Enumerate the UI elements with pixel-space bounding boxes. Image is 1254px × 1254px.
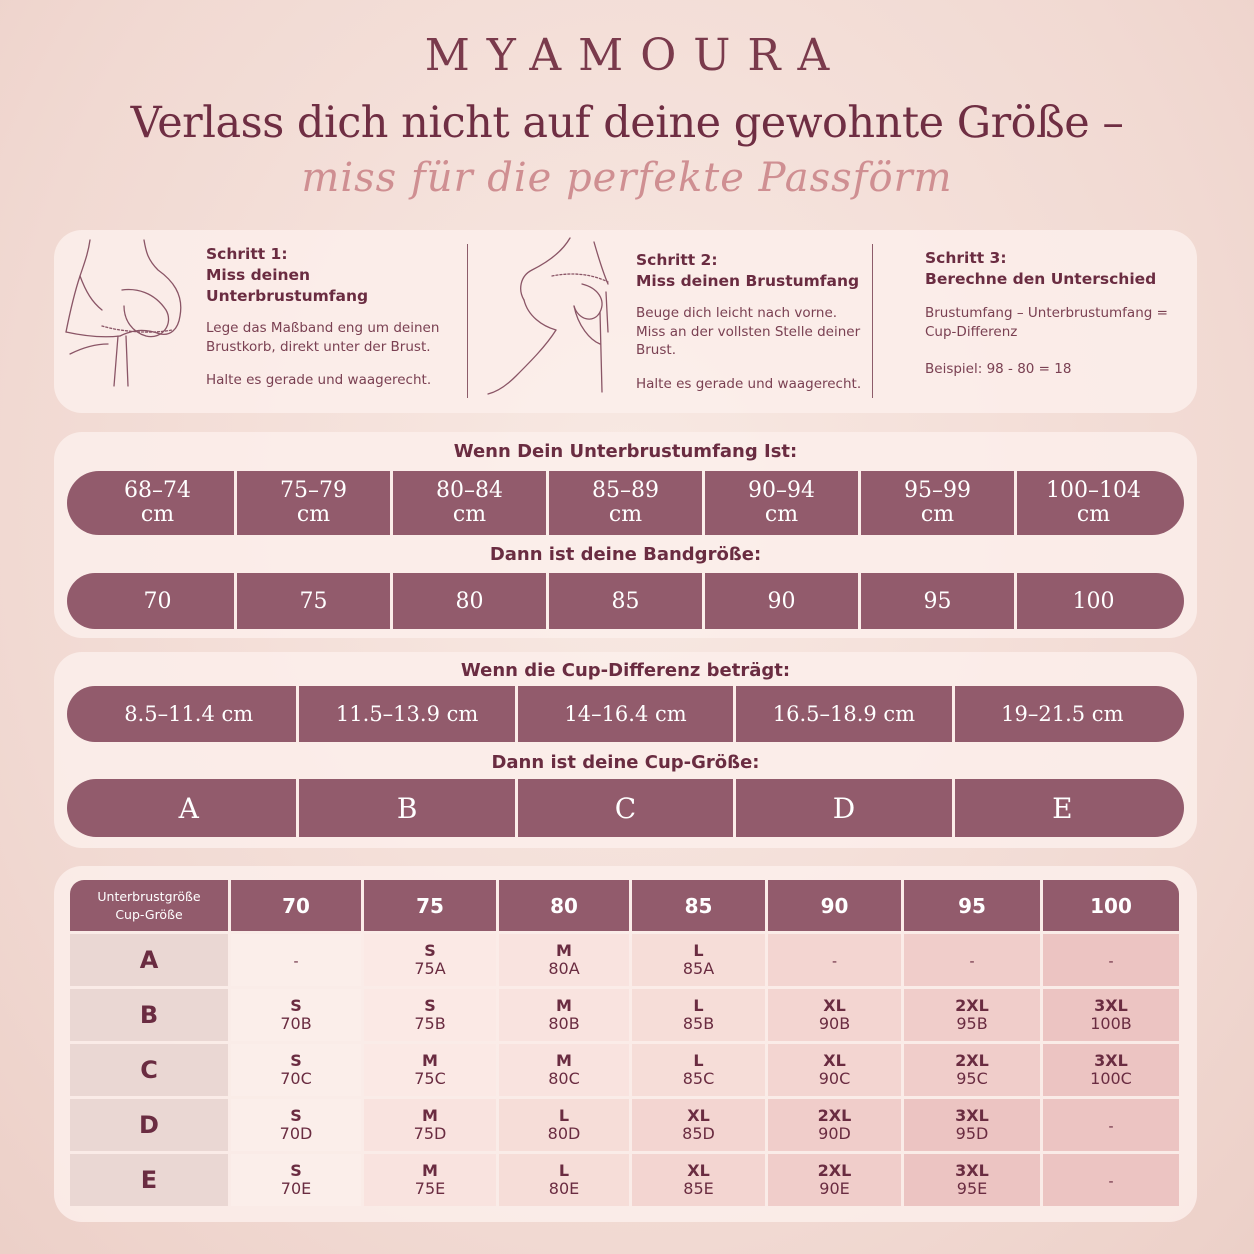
size-code: 85C xyxy=(682,1069,715,1088)
size-label: L xyxy=(693,941,704,960)
cup-size-cell: D xyxy=(736,779,951,837)
underbust-label: Wenn Dein Unterbrustumfang Ist: xyxy=(453,441,798,462)
column-header: 75 xyxy=(364,880,496,931)
size-label: M xyxy=(556,1051,572,1070)
size-code: 75B xyxy=(414,1014,446,1033)
size-code: 70B xyxy=(280,1014,312,1033)
cup-size-cell: C xyxy=(518,779,733,837)
underbust-range-cell: 75–79 cm xyxy=(237,471,390,535)
band-size-cell: 90 xyxy=(705,573,858,629)
size-cell xyxy=(632,1154,765,1206)
cup-size-cell: B xyxy=(299,779,514,837)
size-code: 70C xyxy=(280,1069,312,1088)
size-label: 3XL xyxy=(1094,1051,1128,1070)
step-1-title: Schritt 1: xyxy=(206,245,288,263)
size-code: 75A xyxy=(414,959,446,978)
size-table-header-row xyxy=(70,880,1179,931)
size-cell xyxy=(1043,1099,1179,1151)
size-label: S xyxy=(290,1161,302,1180)
size-cell xyxy=(231,1154,361,1206)
size-cell xyxy=(231,989,361,1041)
cup-row-header: A xyxy=(70,934,228,986)
band-size-cell: 85 xyxy=(549,573,702,629)
size-label: L xyxy=(693,996,704,1015)
size-code: 95B xyxy=(956,1014,988,1033)
band-size-row xyxy=(67,573,1184,629)
size-label: - xyxy=(831,953,838,970)
underbust-range-cell: 80–84 cm xyxy=(393,471,546,535)
size-cell xyxy=(632,1099,765,1151)
size-table-corner-header: Unterbrustgröße Cup-Größe xyxy=(70,880,228,931)
size-cell xyxy=(231,1099,361,1151)
band-size-panel xyxy=(54,432,1197,638)
size-label: 3XL xyxy=(955,1161,989,1180)
size-cell xyxy=(768,1154,901,1206)
step-3 xyxy=(925,248,1185,431)
cup-difference-cell: 16.5–18.9 cm xyxy=(736,686,951,742)
size-cell xyxy=(1043,934,1179,986)
brand-logo: MYAMOURA xyxy=(424,30,847,81)
size-code: 100C xyxy=(1090,1069,1132,1088)
size-cell xyxy=(1043,1044,1179,1096)
size-label: L xyxy=(558,1161,570,1180)
size-code: 85A xyxy=(682,959,715,978)
size-label: S xyxy=(424,941,436,960)
size-code: 90D xyxy=(818,1124,851,1143)
size-label: 2XL xyxy=(955,996,989,1015)
cup-difference-cell: 11.5–13.9 cm xyxy=(299,686,514,742)
size-code: 85B xyxy=(682,1014,715,1033)
cup-difference-label: Wenn die Cup-Differenz beträgt: xyxy=(460,660,791,681)
size-table xyxy=(67,877,1182,1209)
table-row xyxy=(70,989,1179,1041)
size-table-body xyxy=(70,934,1179,1206)
size-cell xyxy=(904,989,1040,1041)
underbust-measure-illustration-icon xyxy=(62,236,192,396)
cup-row-header: E xyxy=(70,1154,228,1206)
size-cell xyxy=(1043,989,1179,1041)
underbust-range-cell: 90–94 cm xyxy=(705,471,858,535)
band-size-cell: 75 xyxy=(237,573,390,629)
size-label: - xyxy=(969,953,975,970)
step-2-subtitle: Miss deinen Brustumfang xyxy=(636,272,860,290)
measurement-steps-panel xyxy=(54,230,1197,413)
size-code: 95C xyxy=(956,1069,988,1088)
size-label: - xyxy=(1108,1118,1114,1135)
size-label: - xyxy=(1108,953,1114,970)
size-cell xyxy=(499,989,629,1041)
size-label: M xyxy=(422,1051,438,1070)
size-label: S xyxy=(290,1051,302,1070)
size-code: 90B xyxy=(818,1014,851,1033)
underbust-range-cell: 68–74 cm xyxy=(67,471,234,535)
size-label: 2XL xyxy=(817,1106,852,1125)
column-header: 80 xyxy=(499,880,629,931)
size-code: 95E xyxy=(956,1179,988,1198)
size-label: S xyxy=(290,1106,302,1125)
size-code: 70E xyxy=(280,1179,312,1198)
band-size-label: Dann ist deine Bandgröße: xyxy=(489,544,762,565)
cup-difference-cell: 8.5–11.4 cm xyxy=(67,686,296,742)
page-subtitle: miss für die perfekte Passförm xyxy=(301,155,953,201)
size-cell xyxy=(768,1099,901,1151)
size-label: 2XL xyxy=(817,1161,852,1180)
size-label: - xyxy=(1108,1173,1114,1190)
cup-size-label: Dann ist deine Cup-Größe: xyxy=(491,752,760,773)
cup-size-cell: E xyxy=(955,779,1184,837)
size-label: XL xyxy=(823,996,846,1015)
column-header: 85 xyxy=(632,880,765,931)
size-cell xyxy=(499,934,629,986)
band-size-cell: 70 xyxy=(67,573,234,629)
size-code: 70D xyxy=(279,1124,313,1143)
size-cell xyxy=(768,1044,901,1096)
size-label: XL xyxy=(687,1161,710,1180)
step-1-subtitle: Miss deinen Unterbrustumfang xyxy=(206,266,369,305)
column-header: 70 xyxy=(231,880,361,931)
table-row xyxy=(70,1044,1179,1096)
step-2-note: Halte es gerade und waagerecht. xyxy=(636,375,862,392)
size-cell xyxy=(364,1099,496,1151)
size-cell xyxy=(499,1154,629,1206)
table-row xyxy=(70,1099,1179,1151)
size-cell xyxy=(904,1044,1040,1096)
size-code: 85E xyxy=(683,1179,714,1198)
size-label: M xyxy=(422,1161,438,1180)
size-cell xyxy=(499,1044,629,1096)
cup-difference-cell: 14–16.4 cm xyxy=(518,686,733,742)
size-cell xyxy=(364,989,496,1041)
band-size-cell: 95 xyxy=(861,573,1014,629)
cup-row-header: C xyxy=(70,1044,228,1096)
step-1-text: Lege das Maßband eng um deinen Brustkorb, direkt unter der Brust. xyxy=(206,320,440,355)
size-cell xyxy=(904,934,1040,986)
step-1-note: Halte es gerade und waagerecht. xyxy=(206,372,432,388)
band-size-cell: 80 xyxy=(393,573,546,629)
underbust-range-cell: 100–104 cm xyxy=(1017,471,1184,535)
cup-difference-row xyxy=(67,686,1184,742)
size-label: M xyxy=(556,941,572,960)
bust-measure-illustration-icon xyxy=(482,236,622,396)
size-code: 80C xyxy=(548,1069,580,1088)
size-code: 95D xyxy=(955,1124,989,1143)
size-cell xyxy=(1043,1154,1179,1206)
size-cell xyxy=(904,1099,1040,1151)
table-row xyxy=(70,1154,1179,1206)
size-label: M xyxy=(556,996,572,1015)
size-cell xyxy=(632,1044,765,1096)
size-cell xyxy=(632,934,765,986)
size-label: XL xyxy=(687,1106,710,1125)
size-code: 90E xyxy=(819,1179,850,1198)
step-2-title: Schritt 2: xyxy=(636,251,718,269)
column-header: 100 xyxy=(1043,880,1179,931)
size-code: 85D xyxy=(682,1124,715,1143)
size-code: 75D xyxy=(413,1124,447,1143)
size-code: 80E xyxy=(548,1179,580,1198)
size-cell xyxy=(364,934,496,986)
cup-row-header: D xyxy=(70,1099,228,1151)
cup-size-cell: A xyxy=(67,779,296,837)
band-size-cell: 100 xyxy=(1017,573,1184,629)
size-cell xyxy=(904,1154,1040,1206)
size-code: 75C xyxy=(414,1069,446,1088)
page-title: Verlass dich nicht auf deine gewohnte Größe – xyxy=(130,98,1124,148)
size-label: S xyxy=(290,996,302,1015)
step-divider xyxy=(467,244,468,398)
size-cell xyxy=(231,934,361,986)
table-row xyxy=(70,934,1179,986)
underbust-range-cell: 95–99 cm xyxy=(861,471,1014,535)
step-3-title: Schritt 3: xyxy=(925,249,1007,267)
size-cell xyxy=(364,1044,496,1096)
size-label: M xyxy=(422,1106,438,1125)
size-cell xyxy=(499,1099,629,1151)
cup-size-panel xyxy=(54,652,1197,848)
size-cell xyxy=(231,1044,361,1096)
size-label: 3XL xyxy=(1094,996,1128,1015)
underbust-range-cell: 85–89 cm xyxy=(549,471,702,535)
size-code: 75E xyxy=(414,1179,446,1198)
step-1 xyxy=(206,244,456,427)
size-table-panel xyxy=(54,866,1197,1222)
step-divider xyxy=(872,244,873,398)
size-label: 2XL xyxy=(955,1051,989,1070)
cup-difference-cell: 19–21.5 cm xyxy=(955,686,1184,742)
cup-row-header: B xyxy=(70,989,228,1041)
size-cell xyxy=(768,934,901,986)
size-cell xyxy=(768,989,901,1041)
size-code: 80D xyxy=(547,1124,581,1143)
step-2 xyxy=(636,250,866,433)
size-label: XL xyxy=(823,1051,846,1070)
cup-size-row xyxy=(67,779,1184,837)
size-code: 100B xyxy=(1090,1014,1132,1033)
size-label: L xyxy=(693,1051,704,1070)
size-label: L xyxy=(558,1106,570,1125)
size-label: 3XL xyxy=(955,1106,989,1125)
underbust-range-row xyxy=(67,471,1184,535)
column-header: 95 xyxy=(904,880,1040,931)
size-code: 80A xyxy=(548,959,580,978)
step-3-subtitle: Berechne den Unterschied xyxy=(925,270,1157,288)
size-label: S xyxy=(424,996,436,1015)
step-2-text: Beuge dich leicht nach vorne. Miss an der vollsten Stelle deiner Brust. xyxy=(636,305,861,358)
size-code: 80B xyxy=(548,1014,580,1033)
size-cell xyxy=(632,989,765,1041)
step-3-formula: Brustumfang – Unterbrustumfang = Cup-Differenz xyxy=(925,305,1168,340)
step-3-example: Beispiel: 98 - 80 = 18 xyxy=(925,361,1072,377)
column-header: 90 xyxy=(768,880,901,931)
size-code: 90C xyxy=(818,1069,851,1088)
size-label: - xyxy=(293,953,299,970)
size-cell xyxy=(364,1154,496,1206)
